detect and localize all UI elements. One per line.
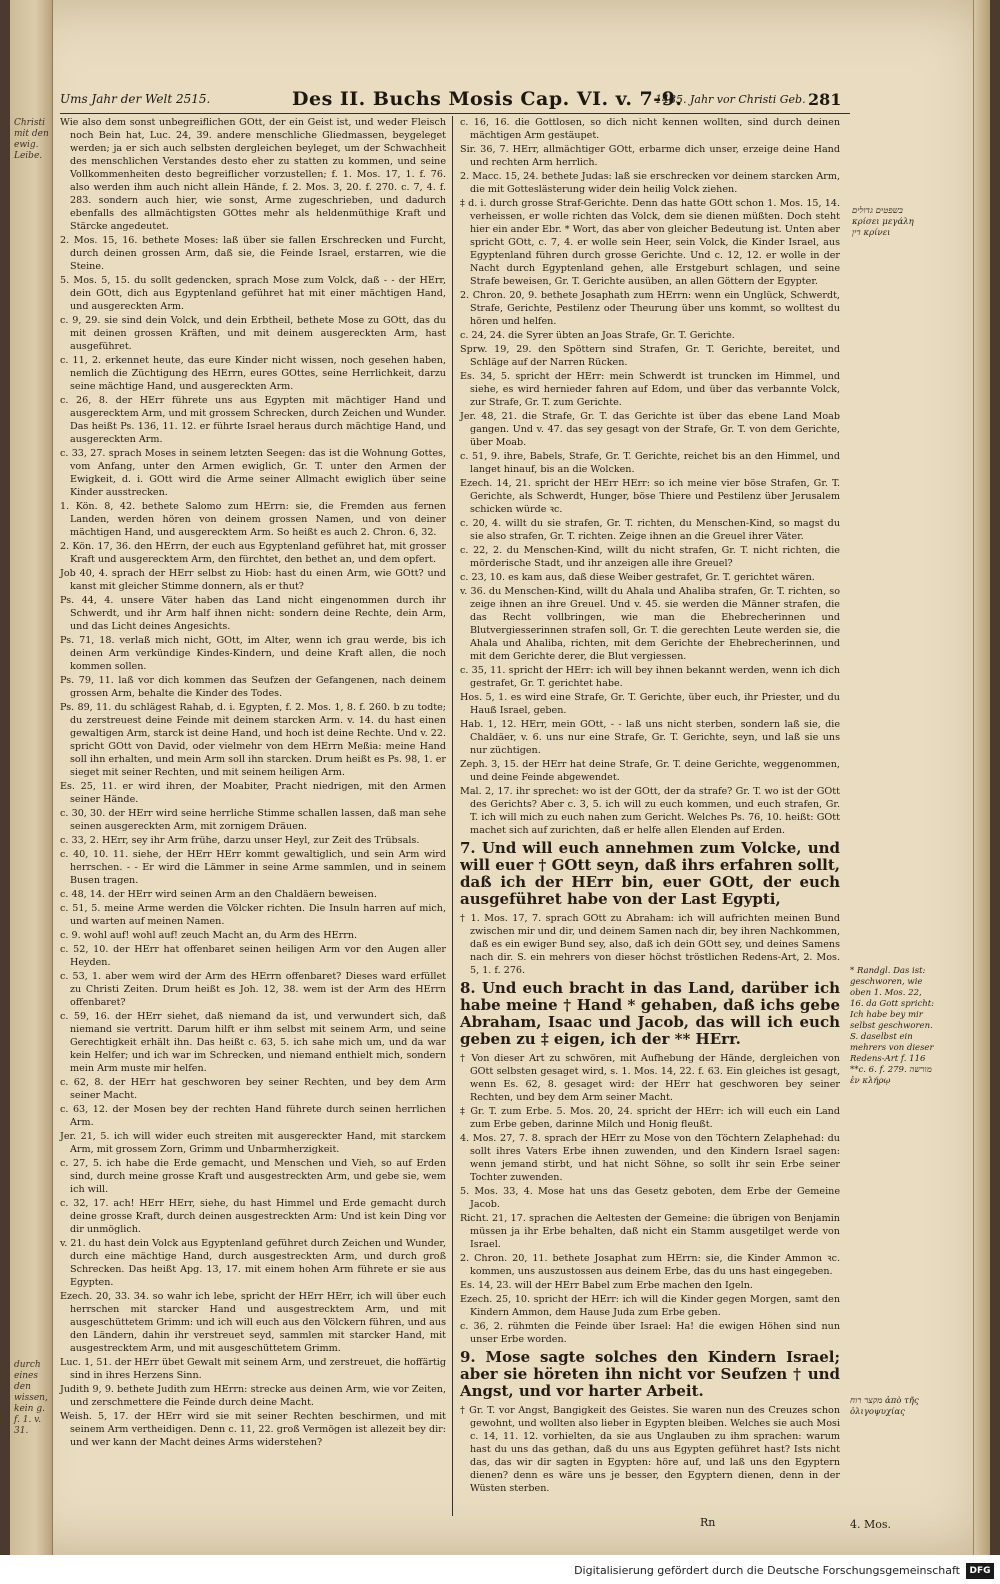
commentary-paragraph: c. 51, 9. ihre, Babels, Strafe, Gr. T. Gerichte, reichet bis an den Himmel, und langet hinauf, bis an die Wolcken.	[460, 451, 840, 475]
commentary-paragraph: Ps. 79, 11. laß vor dich kommen das Seufzen der Gefangenen, nach deinem grossen Arm, behalte die Kinder des Todes.	[60, 675, 446, 699]
margin-note-hebrew-greek-1: בשפטים גדולים κρίσει μεγάλη דין κρίνει	[852, 206, 914, 238]
verse-text: 8. Und euch bracht in das Land, darüber ich habe meine † Hand * gehaben, daß ichs gebe Abraham, Isaac und Jacob, das will ich euch geben zu ‡ eigen, ich der ** HErr.	[460, 979, 840, 1048]
commentary-paragraph: Ps. 44, 4. unsere Väter haben das Land nicht eingenommen durch ihr Schwerdt, und ihr Arm half ihnen nicht: sondern deine Rechte, dein Arm, und das Licht deines Angesichts.	[60, 595, 446, 632]
commentary-paragraph: Ps. 89, 11. du schlägest Rahab, d. i. Egypten, f. 2. Mos. 1, 8. f. 260. b zu todte; du zerstreuest deine Feinde mit deinem starcken Arm. v. 14. du hast einen gewaltigen Arm, starck ist deine Hand, und hoch ist deine Rechte. Und v. 22. spricht GOtt von David, oder vielmehr von dem HErrn Meßia: meine Hand soll ihn erhalten, und mein Arm soll ihn starcken. Drum heißt es Ps. 98, 1. er sieget mit seiner Rechten, und mit seinem heiligen Arm.	[60, 702, 446, 778]
commentary-paragraph: c. 35, 11. spricht der HErr: ich will bey ihnen bekannt werden, wenn ich dich gestrafet, Gr. T. gerichtet habe.	[460, 665, 840, 689]
commentary-paragraph: † Gr. T. vor Angst, Bangigkeit des Geistes. Sie waren nun des Creuzes schon gewohnt, und wollten also lieber in Egypten bleiben. Welches sie auch Mosi c. 14, 11. 12. vorhielten, da sie aus Unglauben zu ihm sprachen: warum hast du uns das gethan, daß du uns aus Egypten geführet hast? Ists nicht das, das wir dir sagten in Egypten: höre auf, und laß uns den Egyptern dienen? denn es wäre uns je besser, den Egyptern dienen, denn in der Wüsten sterben.	[460, 1405, 841, 1494]
commentary-paragraph: ‡ d. i. durch grosse Straf-Gerichte. Denn das hatte GOtt schon 1. Mos. 15, 14. verheissen, er wolle richten das Volck, dem sie dienen müßten. Doch steht hier ein ander Ebr. * Wort, das aber von gleicher Bedeutung ist. Unten aber spricht GOtt, c. 7, 4. er wolle sein Heer, sein Volck, die Kinder Israel, aus Egyptenland führen durch grosse Gerichte. Und c. 12, 12. er wolle in der Nacht durch Egyptenland gehen, alle Erstgeburt schlagen, und seine Strafe beweisen, Gr. T. Gerichte ausüben, an allen Göttern der Egypter.	[460, 198, 840, 287]
commentary-paragraph: Mal. 2, 17. ihr sprechet: wo ist der GOtt, der da strafe? Gr. T. wo ist der GOtt des Gerichts? Aber c. 3, 5. ich will zu euch kommen, und euch strafen, Gr. T. ich will mich zu euch nahen zum Gericht. Welches Ps. 76, 10. heißt: GOtt machet sich auf zurichten, daß er helfe allen Elenden auf Erden.	[460, 786, 840, 836]
header-rule	[60, 113, 850, 114]
commentary-paragraph: ‡ Gr. T. zum Erbe. 5. Mos. 20, 24. spricht der HErr: ich will euch ein Land zum Erbe geben, darinne Milch und Honig fleußt.	[460, 1106, 840, 1130]
commentary-paragraph: c. 16, 16. die Gottlosen, so dich nicht kennen wollten, sind durch deinen mächtigen Arm gestäupet.	[460, 117, 840, 141]
commentary-paragraph: c. 20, 4. willt du sie strafen, Gr. T. richten, du Menschen-Kind, so magst du sie also strafen, Gr. T. richten. Zeige ihnen an die Greuel ihrer Väter.	[460, 518, 840, 542]
signature-mark: Rn	[700, 1516, 716, 1529]
commentary-paragraph: Sir. 36, 7. HErr, allmächtiger GOtt, erbarme dich unser, erzeige deine Hand und rechten Arm herrlich.	[460, 144, 840, 168]
commentary-paragraph: c. 63, 12. der Mosen bey der rechten Hand führete durch seinen herrlichen Arm.	[60, 1104, 446, 1128]
right-column	[460, 116, 840, 1496]
commentary-paragraph: Ezech. 25, 10. spricht der HErr: ich will die Kinder gegen Morgen, samt den Kindern Ammon, dem Hause Juda zum Erbe geben.	[460, 1294, 840, 1318]
commentary-paragraph: c. 32, 17. ach! HErr HErr, siehe, du hast Himmel und Erde gemacht durch deine grosse Kraft, durch deinen ausgestreckten Arm: Und ist kein Ding vor dir unmöglich.	[60, 1198, 446, 1235]
commentary-paragraph: Wie also dem sonst unbegreiflichen GOtt, der ein Geist ist, und weder Fleisch noch Bein hat, Luc. 24, 39. andere menschliche Gliedmassen, beygeleget werden; ja er sich auch selbsten dergleichen beyleget, um der Schwachheit des menschlichen Verstandes desto eher zu statten zu kommen, und seine Vollkommenheiten desto begreiflicher vorzustellen; f. 1. Mos. 17, 1. f. 76. also werden ihm auch nicht allein Hände, f. 2. Mos. 3, 20. f. 270. c. 7, 4. f. 283. sondern auch hier, wie sonst, Arme zugeschrieben, und dadurch ebenfalls des allmächtigsten GOttes mehr als heldenmüthige Kraft und Stärcke angedeutet.	[60, 117, 446, 232]
previous-page-text-top: Christi mit den ewig. Leibe.	[14, 118, 49, 161]
previous-page-text-bottom: durch eines den wissen, kein g. f. 1. v. 31.	[14, 1360, 48, 1436]
catchword: 4. Mos.	[850, 1518, 892, 1531]
margin-note-hebrew-greek-2: מקצר רוח ἀπὸ τῆς ὀλιγοψυχίας	[850, 1396, 919, 1417]
commentary-paragraph: c. 51, 5. meine Arme werden die Völcker richten. Die Insuln harren auf mich, und warten auf meinen Namen.	[60, 903, 446, 927]
commentary-paragraph: 2. Kön. 17, 36. den HErrn, der euch aus Egyptenland geführet hat, mit grosser Kraft und ausgerecktem Arm, den fürchtet, den bethet an, und dem opfert.	[60, 541, 446, 565]
running-header	[60, 88, 840, 112]
verse-text: 7. Und will euch annehmen zum Volcke, und will euer † GOtt seyn, daß ihrs erfahren sollt, daß ich der HErr bin, euer GOtt, der euch ausgeführet habe von der Last Egypti,	[460, 839, 840, 908]
commentary-paragraph: 2. Macc. 15, 24. bethete Judas: laß sie erschrecken vor deinem starcken Arm, die mit Gotteslästerung wider dein heilig Volck ziehen.	[460, 171, 840, 195]
commentary-paragraph: Sprw. 19, 29. den Spöttern sind Strafen, Gr. T. Gerichte, bereitet, und Schläge auf der Narren Rücken.	[460, 344, 840, 368]
footer-band	[0, 1555, 1000, 1584]
commentary-paragraph: Jer. 21, 5. ich will wider euch streiten mit ausgereckter Hand, mit starckem Arm, mit grossem Zorn, Grimm und Unbarmherzigkeit.	[60, 1131, 446, 1155]
commentary-paragraph: v. 21. du hast dein Volck aus Egyptenland geführet durch Zeichen und Wunder, durch eine mächtige Hand, durch ausgestreckten Arm, und durch groß Schrecken. Das heißt Apg. 13, 17. mit einem hohen Arm führete er sie aus Egypten.	[60, 1238, 446, 1288]
commentary-paragraph: Jer. 48, 21. die Strafe, Gr. T. das Gerichte ist über das ebene Land Moab gangen. Und v. 47. das sey gesagt von der Strafe, Gr. T. von dem Gerichte, über Moab.	[460, 411, 840, 448]
commentary-paragraph: 5. Mos. 33, 4. Mose hat uns das Gesetz geboten, dem Erbe der Gemeine Jacob.	[460, 1186, 840, 1210]
commentary-paragraph: c. 9. wohl auf! wohl auf! zeuch Macht an, du Arm des HErrn.	[60, 930, 358, 941]
commentary-paragraph: c. 24, 24. die Syrer übten an Joas Strafe, Gr. T. Gerichte.	[460, 330, 735, 341]
commentary-paragraph: 4. Mos. 27, 7. 8. sprach der HErr zu Mose von den Töchtern Zelaphehad: du sollt ihres Vaters Erbe ihnen zuwenden, und den Kindern Israel sagen: wenn jemand stirbt, und hat nicht Söhne, so sollt ihr sein Erbe seiner Tochter zuwenden.	[460, 1133, 840, 1183]
commentary-paragraph: c. 22, 2. du Menschen-Kind, willt du nicht strafen, Gr. T. nicht richten, die mörderische Stadt, und ihr anzeigen alle ihre Greuel?	[460, 545, 840, 569]
commentary-paragraph: † Von dieser Art zu schwören, mit Aufhebung der Hände, dergleichen von GOtt selbsten gesaget wird, s. 1. Mos. 14, 22. f. 63. Ein gleiches ist gesagt, wenn Es. 62, 8. gesaget wird: der HErr hat geschworen bey seiner Rechten, und bey dem Arm seiner Macht.	[460, 1053, 840, 1103]
commentary-paragraph: 2. Chron. 20, 11. bethete Josaphat zum HErrn: sie, die Kinder Ammon ꝛc. kommen, uns auszustossen aus deinem Erbe, das du uns hast eingegeben.	[460, 1253, 840, 1277]
commentary-paragraph: Es. 25, 11. er wird ihren, der Moabiter, Pracht niedrigen, mit den Armen seiner Hände.	[60, 781, 446, 805]
header-year-left: Ums Jahr der Welt 2515.	[60, 92, 211, 106]
commentary-paragraph: c. 40, 10. 11. siehe, der HErr HErr kommt gewaltiglich, und sein Arm wird herrschen. - - Er wird die Lämmer in seine Arme sammlen, und in seinem Busen tragen.	[60, 849, 446, 886]
commentary-paragraph: Job 40, 4. sprach der HErr selbst zu Hiob: hast du einen Arm, wie GOtt? und kanst mit gleicher Stimme donnern, als er thut?	[60, 568, 446, 592]
left-column	[60, 116, 446, 1450]
commentary-paragraph: Ps. 71, 18. verlaß mich nicht, GOtt, im Alter, wenn ich grau werde, bis ich deinen Arm verkündige Kindes-Kindern, und deine Kraft allen, die noch kommen sollen.	[60, 635, 446, 672]
commentary-paragraph: 2. Mos. 15, 16. bethete Moses: laß über sie fallen Erschrecken und Furcht, durch deinen grossen Arm, daß sie, die Feinde Israel, erstarren, wie die Steine.	[60, 235, 446, 272]
footer-credit: Digitalisierung gefördert durch die Deutsche Forschungsgemeinschaft	[574, 1564, 960, 1577]
commentary-paragraph: Hab. 1, 12. HErr, mein GOtt, - - laß uns nicht sterben, sondern laß sie, die Chaldäer, v. 6. uns nur eine Strafe, Gr. T. Gerichte, seyn, und laß sie uns nur züchtigen.	[460, 719, 840, 756]
commentary-paragraph: c. 48, 14. der HErr wird seinen Arm an den Chaldäern beweisen.	[60, 889, 377, 900]
commentary-paragraph: c. 33, 2. HErr, sey ihr Arm frühe, darzu unser Heyl, zur Zeit des Trübsals.	[60, 835, 420, 846]
commentary-paragraph: 1. Kön. 8, 42. bethete Salomo zum HErrn: sie, die Fremden aus fernen Landen, werden hören von deinem grossen Namen, und von deiner mächtigen Hand, und ausgerecktem Arm. So heißt es auch 2. Chron. 6, 32.	[60, 501, 446, 538]
page-number: 281	[808, 90, 842, 109]
column-divider	[452, 116, 453, 1516]
header-year-right: 1485. Jahr vor Christi Geb.	[655, 93, 806, 106]
dfg-logo: DFG	[966, 1563, 994, 1579]
commentary-paragraph: Richt. 21, 17. sprachen die Aeltesten der Gemeine: die übrigen von Benjamin müssen ja ihr Erbe behalten, daß nicht ein Stamm ausgetilget werde von Israel.	[460, 1213, 840, 1250]
commentary-paragraph: c. 30, 30. der HErr wird seine herrliche Stimme schallen lassen, daß man sehe seinen ausgereckten Arm, mit zornigem Dräuen.	[60, 808, 446, 832]
commentary-paragraph: c. 52, 10. der HErr hat offenbaret seinen heiligen Arm vor den Augen aller Heyden.	[60, 944, 446, 968]
previous-page-edge	[10, 0, 53, 1555]
commentary-paragraph: Luc. 1, 51. der HErr übet Gewalt mit seinem Arm, und zerstreuet, die hoffärtig sind in ihres Herzens Sinn.	[60, 1357, 446, 1381]
commentary-paragraph: c. 11, 2. erkennet heute, das eure Kinder nicht wissen, noch gesehen haben, nemlich die Züchtigung des HErrn, eures GOttes, seine Herrlichkeit, darzu seine mächtige Hand, und ausgereckten Arm.	[60, 355, 446, 392]
commentary-paragraph: Es. 34, 5. spricht der HErr: mein Schwerdt ist truncken im Himmel, und siehe, es wird hernieder fahren auf Edom, und über das verbannte Volck, zur Strafe, Gr. T. zum Gerichte.	[460, 371, 840, 408]
commentary-paragraph: Ezech. 14, 21. spricht der HErr HErr: so ich meine vier böse Strafen, Gr. T. Gerichte, als Schwerdt, Hunger, böse Thiere und Pestilenz über Jerusalem schicken würde ꝛc.	[460, 478, 840, 515]
commentary-paragraph: Hos. 5, 1. es wird eine Strafe, Gr. T. Gerichte, über euch, ihr Priester, und du Hauß Israel, geben.	[460, 692, 840, 716]
commentary-paragraph: Weish. 5, 17. der HErr wird sie mit seiner Rechten beschirmen, und mit seinem Arm vertheidigen. Denn c. 11, 22. groß Vermögen ist allezeit bey dir: und wer kann der Macht deines Arms widerstehen?	[60, 1411, 446, 1448]
verse-text: 9. Mose sagte solches den Kindern Israel; aber sie höreten ihn nicht vor Seufzen † und Angst, und vor harter Arbeit.	[460, 1348, 840, 1400]
margin-note-randglosse: * Randgl. Das ist: geschworen, wie oben 1. Mos. 22, 16. da Gott spricht: Ich habe bey mir selbst geschworen. S. daselbst ein mehrers von dieser Redens-Art f. 116 **c. 6. f. 279. מורשה ἐν κλήρῳ	[850, 966, 934, 1086]
commentary-paragraph: c. 9, 29. sie sind dein Volck, und dein Erbtheil, bethete Mose zu GOtt, das du mit deinen grossen Kräften, und mit deinem ausgereckten Arm, hast ausgeführet.	[60, 315, 446, 352]
commentary-paragraph: c. 62, 8. der HErr hat geschworen bey seiner Rechten, und bey dem Arm seiner Macht.	[60, 1077, 446, 1101]
commentary-paragraph: Judith 9, 9. bethete Judith zum HErrn: strecke aus deinen Arm, wie vor Zeiten, und zerschmettere die Feinde durch deine Macht.	[60, 1384, 446, 1408]
commentary-paragraph: c. 53, 1. aber wem wird der Arm des HErrn offenbaret? Dieses ward erfüllet zu Christi Zeiten. Drum heißt es Joh. 12, 38. wem ist der Arm des HErrn offenbaret?	[60, 971, 446, 1008]
commentary-paragraph: c. 23, 10. es kam aus, daß diese Weiber gestrafet, Gr. T. gerichtet wären.	[460, 572, 815, 583]
commentary-paragraph: Ezech. 20, 33. 34. so wahr ich lebe, spricht der HErr HErr, ich will über euch herrschen mit starcker Hand und ausgestrecktem Arm, und mit ausgeschüttetem Grimm: und ich will euch aus den Völckern führen, und aus den Ländern, dahin ihr verstreuet seyd, sammlen mit starcker Hand, mit ausgestrecktem Arm, und mit ausgeschüttetem Grimm.	[60, 1291, 446, 1354]
commentary-paragraph: c. 33, 27. sprach Moses in seinem letzten Seegen: das ist die Wohnung Gottes, vom Anfang, unter den Armen ewiglich, Gr. T. unter den Armen der Ewigkeit, d. i. GOtt wird die Arme seiner Allmacht ewiglich über seine Kinder ausstrecken.	[60, 448, 446, 498]
header-title: Des II. Buchs Mosis Cap. VI. v. 7-9.	[292, 88, 683, 110]
commentary-paragraph: Zeph. 3, 15. der HErr hat deine Strafe, Gr. T. deine Gerichte, weggenommen, und deine Feinde abgewendet.	[460, 759, 840, 783]
commentary-paragraph: v. 36. du Menschen-Kind, willt du Ahala und Ahaliba strafen, Gr. T. richten, so zeige ihnen an ihre Greuel. Und v. 45. sie werden die Männer strafen, die das Recht vollbringen, wie man die Ehebrecherinnen und Blutvergiesserinnen strafen soll, Gr. T. die gerechten Leute werden sie, die Ahala und Ahaliba, richten, mit dem Gerichte der Ehebrecherinnen, und mit dem Gerichte derer, die Blut vergiessen.	[460, 586, 840, 662]
commentary-paragraph: c. 36, 2. rühmten die Feinde über Israel: Ha! die ewigen Höhen sind nun unser Erbe worden.	[460, 1321, 840, 1345]
commentary-paragraph: 5. Mos. 5, 15. du sollt gedencken, sprach Mose zum Volck, daß - - der HErr, dein GOtt, dich aus Egyptenland geführet hat mit einer mächtigen Hand, und ausgereckten Arm.	[60, 275, 446, 312]
commentary-paragraph: c. 59, 16. der HErr siehet, daß niemand da ist, und verwundert sich, daß niemand sie vertritt. Darum hilft er ihm selbst mit seinem Arm, und seine Gerechtigkeit erhält ihn. Das heißt c. 63, 5. ich sahe mich um, und da war kein Helfer; und ich war im Schrecken, und niemand enthielt mich, sondern mein Arm muste mir helfen.	[60, 1011, 446, 1074]
commentary-paragraph: 2. Chron. 20, 9. bethete Josaphath zum HErrn: wenn ein Unglück, Schwerdt, Strafe, Gerichte, Pestilenz oder Theurung über uns kommt, so wolltest du hören und helfen.	[460, 290, 840, 327]
commentary-paragraph: Es. 14, 23. will der HErr Babel zum Erbe machen den Igeln.	[460, 1280, 753, 1291]
commentary-paragraph: † 1. Mos. 17, 7. sprach GOtt zu Abraham: ich will aufrichten meinen Bund zwischen mir und dir, und deinem Samen nach dir, bey ihren Nachkommen, daß es ein ewiger Bund sey, also, daß ich dein GOtt sey, und deines Samens nach dir. S. ein mehrers von dieser höchst tröstlichen Redens-Art, 2. Mos. 5, 1. f. 276.	[460, 913, 840, 976]
commentary-paragraph: c. 27, 5. ich habe die Erde gemacht, und Menschen und Vieh, so auf Erden sind, durch meine grosse Kraft und ausgestreckten Arm, und gebe sie, wem ich will.	[60, 1158, 446, 1195]
commentary-paragraph: c. 26, 8. der HErr führete uns aus Egypten mit mächtiger Hand und ausgerecktem Arm, und mit grossem Schrecken, durch Zeichen und Wunder. Das heißt Ps. 136, 11. 12. er führte Israel heraus durch mächtige Hand, und ausgereckten Arm.	[60, 395, 446, 445]
page-edge-right	[973, 0, 990, 1555]
